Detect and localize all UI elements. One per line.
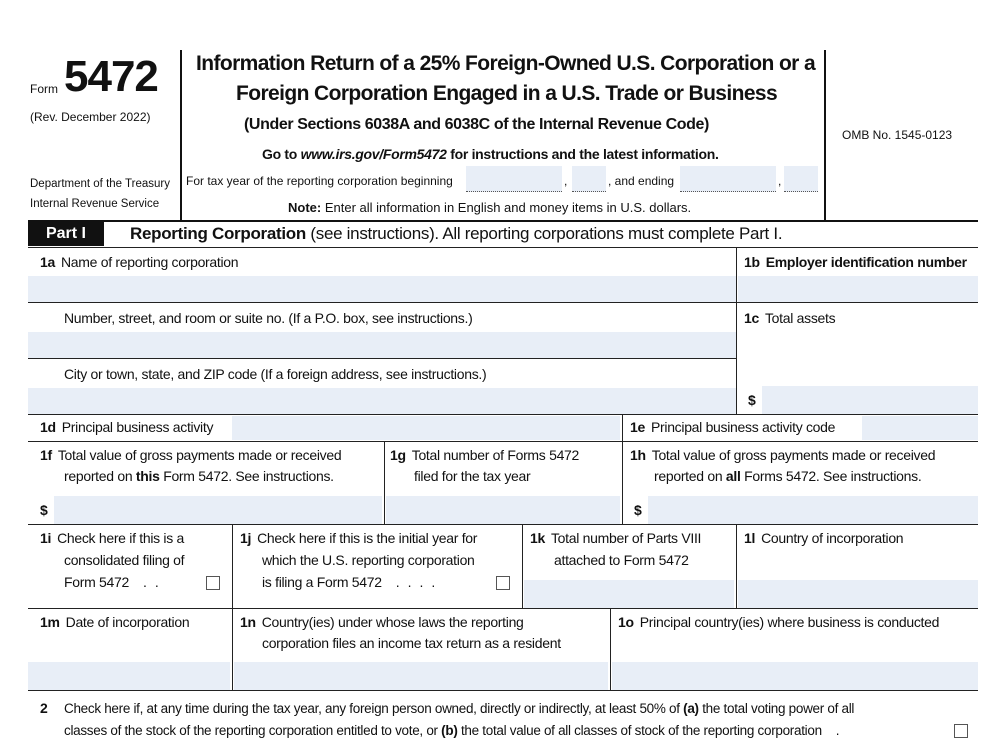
field-1f-label: 1f Total value of gross payments made or received (40, 447, 342, 463)
note-line: Note: Enter all information in English and money items in U.S. dollars. (288, 200, 692, 215)
field-1k-label-2: attached to Form 5472 (554, 552, 689, 568)
field-1b-input[interactable] (738, 276, 978, 302)
field-1d-input[interactable] (232, 416, 620, 440)
field-1l-input[interactable] (738, 580, 978, 608)
field-1f-input[interactable] (54, 496, 382, 524)
tax-year-end-field[interactable] (680, 166, 776, 192)
field-1i-label-3: Form 5472 .. (64, 574, 167, 590)
form-revision: (Rev. December 2022) (30, 110, 151, 124)
field-1a-label: 1a Name of reporting corporation (40, 254, 239, 270)
form-title-line1: Information Return of a 25% Foreign-Owned U.S. Corporation or a (196, 52, 816, 75)
irs-url-link[interactable]: www.irs.gov/Form5472 (300, 146, 447, 162)
field-1d-label: 1d Principal business activity (40, 419, 214, 435)
form-number: 5472 (64, 52, 158, 101)
city-input[interactable] (28, 388, 736, 414)
dollar-sign-1c: $ (748, 392, 756, 408)
tax-year-begin-field[interactable] (466, 166, 562, 192)
field-1i-label-2: consolidated filing of (64, 552, 185, 568)
field-1e-label: 1e Principal business activity code (630, 419, 836, 435)
tax-year-sep: , (564, 174, 568, 188)
omb-number: OMB No. 1545-0123 (842, 128, 953, 142)
part1-title: Reporting Corporation (see instructions). All reporting corporations must complete Part I. (130, 224, 783, 243)
field-1a-input[interactable] (28, 276, 736, 302)
field-1i-checkbox[interactable] (206, 576, 220, 590)
field-1n-label: 1n Country(ies) under whose laws the reporting (240, 614, 524, 630)
tax-year-sep2: , (778, 174, 782, 188)
field-1b-label: 1b Employer identification number (744, 254, 967, 270)
field-1n-input[interactable] (234, 662, 608, 690)
street-label: Number, street, and room or suite no. (If a P.O. box, see instructions.) (64, 310, 473, 326)
field-1j-checkbox[interactable] (496, 576, 510, 590)
field-1j-label-3: is filing a Form 5472 .... (262, 574, 444, 590)
tax-year-begin-year-field[interactable] (572, 166, 606, 192)
field-1o-label: 1o Principal country(ies) where business is conducted (618, 614, 940, 630)
field-1g-input[interactable] (386, 496, 620, 524)
line-2-checkbox[interactable] (954, 724, 968, 738)
tax-year-end-year-field[interactable] (784, 166, 818, 192)
street-input[interactable] (28, 332, 736, 358)
tax-year-begin-label: For tax year of the reporting corporation beginning (186, 174, 453, 188)
line-2-number: 2 (40, 700, 48, 716)
field-1m-label: 1m Date of incorporation (40, 614, 190, 630)
field-1g-label-2: filed for the tax year (414, 468, 531, 484)
field-1h-label-2: reported on all Forms 5472. See instructions. (654, 468, 922, 484)
field-1c-input[interactable] (762, 386, 978, 414)
form-subtitle: (Under Sections 6038A and 6038C of the Internal Revenue Code) (244, 116, 709, 133)
field-1j-label-2: which the U.S. reporting corporation (262, 552, 475, 568)
city-label: City or town, state, and ZIP code (If a foreign address, see instructions.) (64, 366, 487, 382)
field-1l-label: 1l Country of incorporation (744, 530, 904, 546)
form-word: Form (30, 82, 58, 96)
field-1m-input[interactable] (28, 662, 230, 690)
dollar-sign-1h: $ (634, 502, 642, 518)
field-1f-label-2: reported on this Form 5472. See instructions. (64, 468, 334, 484)
field-1h-input[interactable] (648, 496, 978, 524)
field-1k-label: 1k Total number of Parts VIII (530, 530, 702, 546)
field-1h-label: 1h Total value of gross payments made or received (630, 447, 936, 463)
irs-service: Internal Revenue Service (30, 198, 160, 210)
line-2-text-2: classes of the stock of the reporting corporation entitled to vote, or (b) the total value of all classes of stock of the reporting corporation . (64, 723, 848, 738)
tax-year-end-label: , and ending (608, 174, 675, 188)
dept-treasury: Department of the Treasury (30, 178, 170, 190)
line-2-text-1: Check here if, at any time during the tax year, any foreign person owned, directly or indirectly, at least 50% of (a) the total voting power of all (64, 701, 855, 716)
field-1k-input[interactable] (524, 580, 734, 608)
field-1o-input[interactable] (612, 662, 978, 690)
part1-badge: Part I (28, 222, 104, 246)
goto-instructions: Go to www.irs.gov/Form5472 for instructions and the latest information. (262, 146, 719, 162)
field-1c-label: 1c Total assets (744, 310, 836, 326)
dollar-sign-1f: $ (40, 502, 48, 518)
field-1i-label: 1i Check here if this is a (40, 530, 185, 546)
field-1j-label: 1j Check here if this is the initial year for (240, 530, 478, 546)
field-1e-input[interactable] (862, 416, 978, 440)
form-title-line2: Foreign Corporation Engaged in a U.S. Trade or Business (236, 82, 778, 105)
field-1n-label-2: corporation files an income tax return as a resident (262, 635, 561, 651)
field-1g-label: 1g Total number of Forms 5472 (390, 447, 580, 463)
